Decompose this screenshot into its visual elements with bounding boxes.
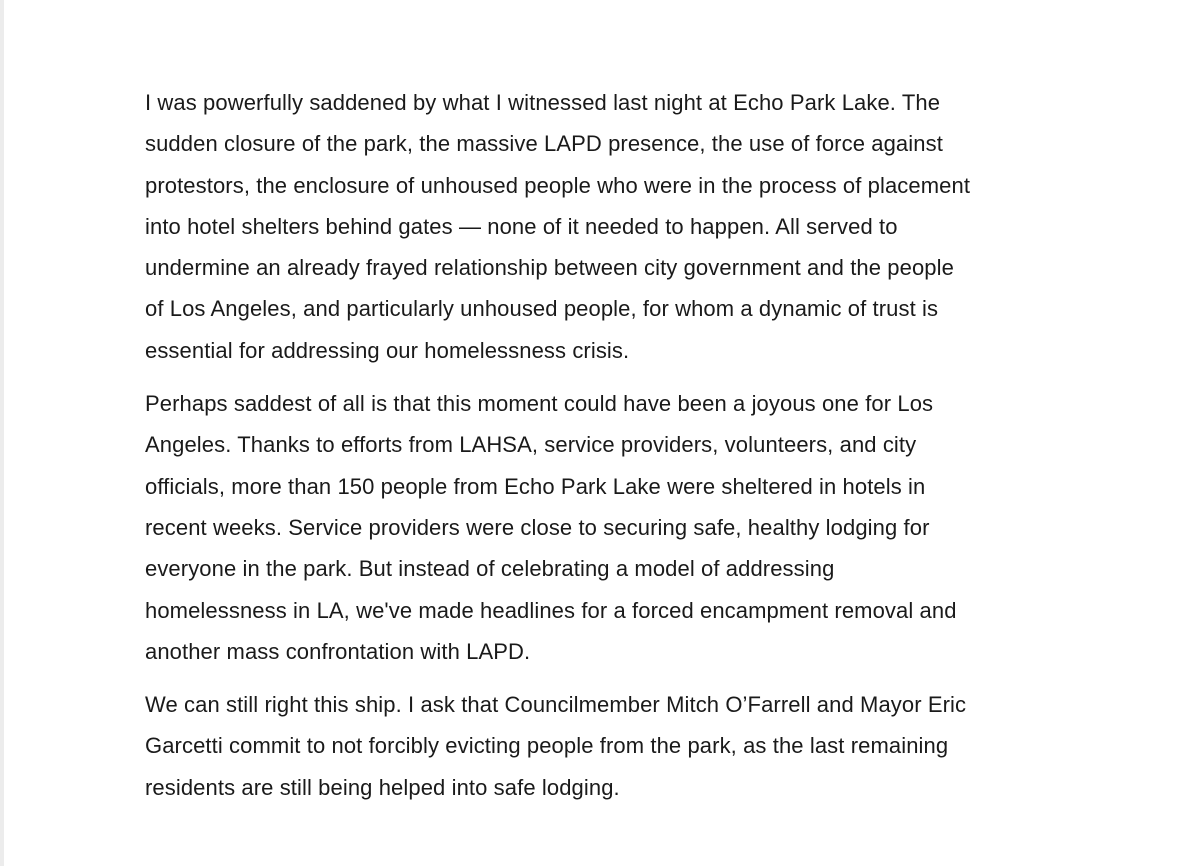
paragraph-1: I was powerfully saddened by what I witnessed last night at Echo Park Lake. The sudden closure of the park, the massive LAPD presence, the use of force against protestors, the enclosure of unhoused people who were in the process of placement into hotel shelters behind gates — none of it needed to happen. All served to undermine an already frayed relationship between city government and the people of Los Angeles, and particularly unhoused people, for whom a dynamic of trust is essential for addressing our homelessness crisis. <box>145 90 971 363</box>
paragraph-2: Perhaps saddest of all is that this moment could have been a joyous one for Los Angeles. Thanks to efforts from LAHSA, service providers, volunteers, and city officials, more than 150 people from Echo Park Lake were sheltered in hotels in recent weeks. Service providers were close to securing safe, healthy lodging for everyone in the park. But instead of celebrating a model of addressing homelessness in LA, we've made headlines for a forced encampment removal and another mass confrontation with LAPD. <box>145 391 957 664</box>
statement-body <box>145 82 1075 820</box>
page-edge-divider <box>0 0 4 866</box>
paragraph-3: We can still right this ship. I ask that Councilmember Mitch O’Farrell and Mayor Eric Garcetti commit to not forcibly evicting people from the park, as the last remaining residents are still being helped into safe lodging. <box>145 692 967 800</box>
